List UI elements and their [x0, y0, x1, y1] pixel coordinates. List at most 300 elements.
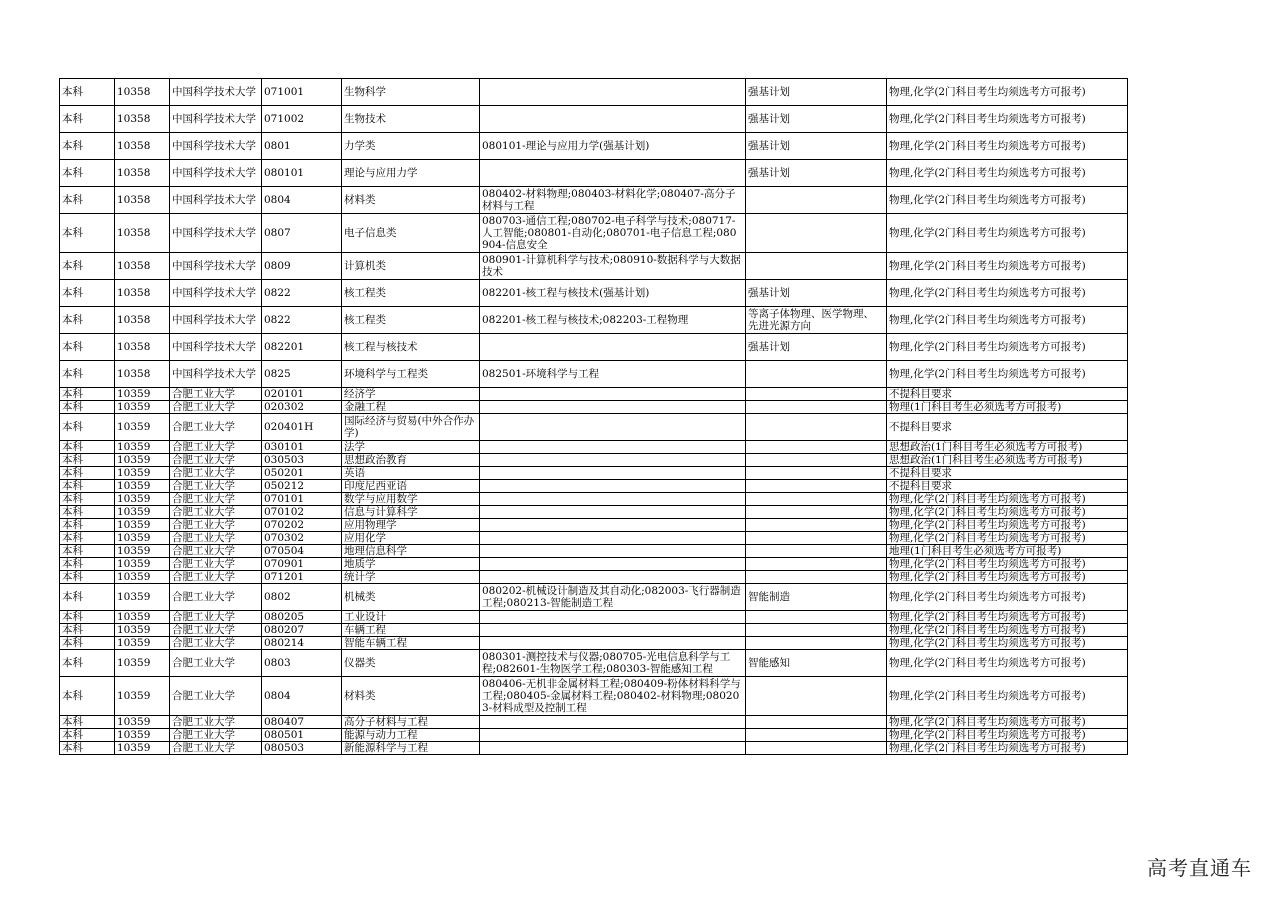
note-cell: [746, 519, 887, 532]
level-cell: 本科: [60, 253, 115, 280]
school-name-cell: 中国科学技术大学: [170, 253, 262, 280]
school-name-cell: 中国科学技术大学: [170, 106, 262, 133]
school-name-cell: 合肥工业大学: [170, 637, 262, 650]
level-cell: 本科: [60, 214, 115, 253]
table-row: [60, 253, 1128, 280]
school-code-cell: 10359: [115, 716, 170, 729]
table-row: [60, 401, 1128, 414]
subject-requirement-cell: 物理,化学(2门科目考生均须选考方可报考): [887, 187, 1128, 214]
school-name-cell: 合肥工业大学: [170, 611, 262, 624]
major-name-cell: 生物科学: [342, 79, 480, 106]
major-code-cell: 080407: [262, 716, 342, 729]
included-majors-cell: [480, 480, 746, 493]
major-name-cell: 核工程类: [342, 307, 480, 334]
major-code-cell: 070504: [262, 545, 342, 558]
school-name-cell: 合肥工业大学: [170, 414, 262, 441]
table-row: [60, 280, 1128, 307]
table-row: [60, 414, 1128, 441]
included-majors-cell: [480, 637, 746, 650]
level-cell: 本科: [60, 677, 115, 716]
level-cell: 本科: [60, 454, 115, 467]
subject-requirement-cell: 物理,化学(2门科目考生均须选考方可报考): [887, 493, 1128, 506]
level-cell: 本科: [60, 441, 115, 454]
level-cell: 本科: [60, 506, 115, 519]
subject-requirement-cell: 物理,化学(2门科目考生均须选考方可报考): [887, 280, 1128, 307]
note-cell: 智能制造: [746, 584, 887, 611]
note-cell: [746, 493, 887, 506]
major-name-cell: 智能车辆工程: [342, 637, 480, 650]
major-code-cell: 080214: [262, 637, 342, 650]
school-code-cell: 10359: [115, 742, 170, 755]
level-cell: 本科: [60, 558, 115, 571]
school-name-cell: 合肥工业大学: [170, 558, 262, 571]
school-code-cell: 10359: [115, 506, 170, 519]
included-majors-cell: [480, 571, 746, 584]
table-row: [60, 677, 1128, 716]
school-name-cell: 合肥工业大学: [170, 584, 262, 611]
subject-requirement-cell: 物理,化学(2门科目考生均须选考方可报考): [887, 571, 1128, 584]
subject-requirement-cell: 物理,化学(2门科目考生均须选考方可报考): [887, 558, 1128, 571]
subject-requirement-cell: 思想政治(1门科目考生必须选考方可报考): [887, 454, 1128, 467]
major-code-cell: 020401H: [262, 414, 342, 441]
school-code-cell: 10358: [115, 160, 170, 187]
major-code-cell: 071201: [262, 571, 342, 584]
school-code-cell: 10358: [115, 106, 170, 133]
school-code-cell: 10359: [115, 454, 170, 467]
watermark-logo-text: 高考直通车: [1147, 856, 1252, 880]
major-name-cell: 统计学: [342, 571, 480, 584]
included-majors-cell: [480, 454, 746, 467]
major-name-cell: 电子信息类: [342, 214, 480, 253]
major-code-cell: 020302: [262, 401, 342, 414]
note-cell: [746, 742, 887, 755]
major-name-cell: 数学与应用数学: [342, 493, 480, 506]
major-code-cell: 050212: [262, 480, 342, 493]
included-majors-cell: [480, 160, 746, 187]
major-code-cell: 071001: [262, 79, 342, 106]
level-cell: 本科: [60, 637, 115, 650]
school-code-cell: 10358: [115, 133, 170, 160]
school-code-cell: 10359: [115, 558, 170, 571]
subject-requirement-cell: 不提科目要求: [887, 388, 1128, 401]
included-majors-cell: [480, 716, 746, 729]
table-row: [60, 637, 1128, 650]
subject-requirement-cell: 物理,化学(2门科目考生均须选考方可报考): [887, 677, 1128, 716]
major-code-cell: 082201: [262, 334, 342, 361]
school-code-cell: 10359: [115, 584, 170, 611]
subject-requirement-cell: 不提科目要求: [887, 467, 1128, 480]
included-majors-cell: 082201-核工程与核技术(强基计划): [480, 280, 746, 307]
included-majors-cell: 080901-计算机科学与技术;080910-数据科学与大数据技术: [480, 253, 746, 280]
major-name-cell: 信息与计算科学: [342, 506, 480, 519]
major-code-cell: 0801: [262, 133, 342, 160]
major-name-cell: 理论与应用力学: [342, 160, 480, 187]
subject-requirement-cell: 物理,化学(2门科目考生均须选考方可报考): [887, 584, 1128, 611]
table-row: [60, 79, 1128, 106]
major-code-cell: 0802: [262, 584, 342, 611]
level-cell: 本科: [60, 532, 115, 545]
school-name-cell: 合肥工业大学: [170, 401, 262, 414]
level-cell: 本科: [60, 388, 115, 401]
table-row: [60, 519, 1128, 532]
subject-requirement-cell: 物理,化学(2门科目考生均须选考方可报考): [887, 253, 1128, 280]
school-code-cell: 10358: [115, 307, 170, 334]
included-majors-cell: 082501-环境科学与工程: [480, 361, 746, 388]
included-majors-cell: 080406-无机非金属材料工程;080409-粉体材料科学与工程;080405-金属材料工程;080402-材料物理;080203-材料成型及控制工程: [480, 677, 746, 716]
major-name-cell: 思想政治教育: [342, 454, 480, 467]
level-cell: 本科: [60, 716, 115, 729]
major-code-cell: 0804: [262, 677, 342, 716]
subject-requirement-cell: 物理,化学(2门科目考生均须选考方可报考): [887, 214, 1128, 253]
major-code-cell: 080101: [262, 160, 342, 187]
school-name-cell: 合肥工业大学: [170, 388, 262, 401]
subject-requirement-cell: 物理,化学(2门科目考生均须选考方可报考): [887, 506, 1128, 519]
included-majors-cell: [480, 729, 746, 742]
school-name-cell: 中国科学技术大学: [170, 160, 262, 187]
major-name-cell: 核工程与核技术: [342, 334, 480, 361]
table-row: [60, 493, 1128, 506]
level-cell: 本科: [60, 519, 115, 532]
included-majors-cell: [480, 742, 746, 755]
school-name-cell: 中国科学技术大学: [170, 214, 262, 253]
note-cell: [746, 624, 887, 637]
major-name-cell: 材料类: [342, 187, 480, 214]
school-code-cell: 10359: [115, 532, 170, 545]
level-cell: 本科: [60, 187, 115, 214]
note-cell: [746, 253, 887, 280]
level-cell: 本科: [60, 160, 115, 187]
table-row: [60, 467, 1128, 480]
school-name-cell: 合肥工业大学: [170, 506, 262, 519]
level-cell: 本科: [60, 571, 115, 584]
major-code-cell: 080501: [262, 729, 342, 742]
admission-requirements-table: [59, 78, 1128, 755]
table-row: [60, 742, 1128, 755]
level-cell: 本科: [60, 742, 115, 755]
subject-requirement-cell: 不提科目要求: [887, 414, 1128, 441]
subject-requirement-cell: 物理,化学(2门科目考生均须选考方可报考): [887, 519, 1128, 532]
school-name-cell: 合肥工业大学: [170, 545, 262, 558]
note-cell: [746, 545, 887, 558]
included-majors-cell: 082201-核工程与核技术;082203-工程物理: [480, 307, 746, 334]
level-cell: 本科: [60, 414, 115, 441]
subject-requirement-cell: 物理,化学(2门科目考生均须选考方可报考): [887, 334, 1128, 361]
note-cell: [746, 716, 887, 729]
level-cell: 本科: [60, 545, 115, 558]
included-majors-cell: 080301-测控技术与仪器;080705-光电信息科学与工程;082601-生物医学工程;080303-智能感知工程: [480, 650, 746, 677]
school-name-cell: 合肥工业大学: [170, 571, 262, 584]
school-name-cell: 合肥工业大学: [170, 467, 262, 480]
note-cell: [746, 414, 887, 441]
school-code-cell: 10358: [115, 334, 170, 361]
school-code-cell: 10358: [115, 361, 170, 388]
major-name-cell: 印度尼西亚语: [342, 480, 480, 493]
included-majors-cell: [480, 414, 746, 441]
note-cell: 强基计划: [746, 334, 887, 361]
subject-requirement-cell: 物理,化学(2门科目考生均须选考方可报考): [887, 611, 1128, 624]
major-name-cell: 经济学: [342, 388, 480, 401]
subject-requirement-cell: 物理,化学(2门科目考生均须选考方可报考): [887, 716, 1128, 729]
table-body: [60, 79, 1128, 755]
school-code-cell: 10359: [115, 650, 170, 677]
major-name-cell: 工业设计: [342, 611, 480, 624]
school-name-cell: 合肥工业大学: [170, 480, 262, 493]
major-name-cell: 法学: [342, 441, 480, 454]
level-cell: 本科: [60, 79, 115, 106]
school-code-cell: 10359: [115, 611, 170, 624]
school-code-cell: 10359: [115, 401, 170, 414]
level-cell: 本科: [60, 729, 115, 742]
subject-requirement-cell: 物理,化学(2门科目考生均须选考方可报考): [887, 742, 1128, 755]
school-name-cell: 合肥工业大学: [170, 624, 262, 637]
school-code-cell: 10359: [115, 388, 170, 401]
major-code-cell: 0825: [262, 361, 342, 388]
school-code-cell: 10358: [115, 79, 170, 106]
table-row: [60, 307, 1128, 334]
note-cell: [746, 532, 887, 545]
level-cell: 本科: [60, 467, 115, 480]
table-row: [60, 214, 1128, 253]
table-row: [60, 480, 1128, 493]
table-row: [60, 454, 1128, 467]
included-majors-cell: [480, 611, 746, 624]
note-cell: [746, 611, 887, 624]
major-name-cell: 地理信息科学: [342, 545, 480, 558]
school-name-cell: 中国科学技术大学: [170, 361, 262, 388]
major-code-cell: 030101: [262, 441, 342, 454]
table-row: [60, 584, 1128, 611]
school-name-cell: 合肥工业大学: [170, 519, 262, 532]
level-cell: 本科: [60, 133, 115, 160]
major-code-cell: 0822: [262, 307, 342, 334]
level-cell: 本科: [60, 611, 115, 624]
note-cell: [746, 506, 887, 519]
school-name-cell: 中国科学技术大学: [170, 334, 262, 361]
major-name-cell: 生物技术: [342, 106, 480, 133]
level-cell: 本科: [60, 493, 115, 506]
note-cell: 强基计划: [746, 160, 887, 187]
school-code-cell: 10359: [115, 493, 170, 506]
major-code-cell: 071002: [262, 106, 342, 133]
note-cell: [746, 558, 887, 571]
school-code-cell: 10358: [115, 280, 170, 307]
note-cell: 强基计划: [746, 106, 887, 133]
school-code-cell: 10359: [115, 441, 170, 454]
school-name-cell: 合肥工业大学: [170, 650, 262, 677]
note-cell: [746, 187, 887, 214]
note-cell: [746, 361, 887, 388]
table-row: [60, 624, 1128, 637]
school-code-cell: 10358: [115, 187, 170, 214]
included-majors-cell: [480, 79, 746, 106]
included-majors-cell: [480, 506, 746, 519]
major-code-cell: 080503: [262, 742, 342, 755]
school-name-cell: 合肥工业大学: [170, 729, 262, 742]
school-code-cell: 10359: [115, 677, 170, 716]
table-row: [60, 545, 1128, 558]
table-row: [60, 571, 1128, 584]
school-name-cell: 合肥工业大学: [170, 716, 262, 729]
subject-requirement-cell: 物理,化学(2门科目考生均须选考方可报考): [887, 532, 1128, 545]
included-majors-cell: [480, 388, 746, 401]
school-name-cell: 中国科学技术大学: [170, 79, 262, 106]
major-code-cell: 080207: [262, 624, 342, 637]
subject-requirement-cell: 物理,化学(2门科目考生均须选考方可报考): [887, 106, 1128, 133]
major-code-cell: 070202: [262, 519, 342, 532]
note-cell: [746, 454, 887, 467]
school-code-cell: 10359: [115, 624, 170, 637]
level-cell: 本科: [60, 624, 115, 637]
note-cell: [746, 637, 887, 650]
school-name-cell: 合肥工业大学: [170, 742, 262, 755]
included-majors-cell: [480, 558, 746, 571]
table-row: [60, 716, 1128, 729]
major-code-cell: 0822: [262, 280, 342, 307]
subject-requirement-cell: 物理,化学(2门科目考生均须选考方可报考): [887, 79, 1128, 106]
school-name-cell: 中国科学技术大学: [170, 307, 262, 334]
table-row: [60, 558, 1128, 571]
school-code-cell: 10359: [115, 637, 170, 650]
school-name-cell: 合肥工业大学: [170, 532, 262, 545]
included-majors-cell: [480, 624, 746, 637]
school-name-cell: 中国科学技术大学: [170, 133, 262, 160]
school-code-cell: 10359: [115, 545, 170, 558]
included-majors-cell: [480, 467, 746, 480]
major-name-cell: 车辆工程: [342, 624, 480, 637]
table-row: [60, 334, 1128, 361]
major-code-cell: 0803: [262, 650, 342, 677]
subject-requirement-cell: 物理,化学(2门科目考生均须选考方可报考): [887, 133, 1128, 160]
included-majors-cell: [480, 334, 746, 361]
major-name-cell: 力学类: [342, 133, 480, 160]
included-majors-cell: 080101-理论与应用力学(强基计划): [480, 133, 746, 160]
subject-requirement-cell: 物理,化学(2门科目考生均须选考方可报考): [887, 307, 1128, 334]
level-cell: 本科: [60, 307, 115, 334]
major-name-cell: 应用化学: [342, 532, 480, 545]
note-cell: [746, 441, 887, 454]
subject-requirement-cell: 物理,化学(2门科目考生均须选考方可报考): [887, 650, 1128, 677]
included-majors-cell: 080402-材料物理;080403-材料化学;080407-高分子材料与工程: [480, 187, 746, 214]
school-code-cell: 10358: [115, 214, 170, 253]
table-row: [60, 650, 1128, 677]
subject-requirement-cell: 地理(1门科目考生必须选考方可报考): [887, 545, 1128, 558]
school-name-cell: 合肥工业大学: [170, 493, 262, 506]
school-code-cell: 10358: [115, 253, 170, 280]
note-cell: [746, 677, 887, 716]
major-name-cell: 英语: [342, 467, 480, 480]
school-name-cell: 合肥工业大学: [170, 441, 262, 454]
major-code-cell: 0804: [262, 187, 342, 214]
table-row: [60, 388, 1128, 401]
school-code-cell: 10359: [115, 519, 170, 532]
school-code-cell: 10359: [115, 729, 170, 742]
included-majors-cell: [480, 106, 746, 133]
table-row: [60, 506, 1128, 519]
table-row: [60, 187, 1128, 214]
included-majors-cell: 080703-通信工程;080702-电子科学与技术;080717-人工智能;080801-自动化;080701-电子信息工程;080904-信息安全: [480, 214, 746, 253]
note-cell: 智能感知: [746, 650, 887, 677]
level-cell: 本科: [60, 280, 115, 307]
table-row: [60, 532, 1128, 545]
major-code-cell: 0807: [262, 214, 342, 253]
subject-requirement-cell: 物理,化学(2门科目考生均须选考方可报考): [887, 637, 1128, 650]
note-cell: [746, 401, 887, 414]
note-cell: [746, 571, 887, 584]
subject-requirement-cell: 物理,化学(2门科目考生均须选考方可报考): [887, 624, 1128, 637]
table-row: [60, 133, 1128, 160]
level-cell: 本科: [60, 361, 115, 388]
major-name-cell: 计算机类: [342, 253, 480, 280]
major-name-cell: 应用物理学: [342, 519, 480, 532]
subject-requirement-cell: 物理,化学(2门科目考生均须选考方可报考): [887, 160, 1128, 187]
included-majors-cell: [480, 493, 746, 506]
note-cell: [746, 214, 887, 253]
level-cell: 本科: [60, 584, 115, 611]
level-cell: 本科: [60, 334, 115, 361]
note-cell: 强基计划: [746, 280, 887, 307]
table-row: [60, 729, 1128, 742]
major-code-cell: 070901: [262, 558, 342, 571]
included-majors-cell: [480, 545, 746, 558]
major-code-cell: 070302: [262, 532, 342, 545]
school-name-cell: 中国科学技术大学: [170, 187, 262, 214]
included-majors-cell: [480, 441, 746, 454]
major-name-cell: 材料类: [342, 677, 480, 716]
table-row: [60, 160, 1128, 187]
note-cell: 强基计划: [746, 133, 887, 160]
table-row: [60, 441, 1128, 454]
subject-requirement-cell: 物理,化学(2门科目考生均须选考方可报考): [887, 361, 1128, 388]
school-code-cell: 10359: [115, 571, 170, 584]
major-name-cell: 金融工程: [342, 401, 480, 414]
major-code-cell: 020101: [262, 388, 342, 401]
school-name-cell: 合肥工业大学: [170, 454, 262, 467]
note-cell: [746, 729, 887, 742]
subject-requirement-cell: 思想政治(1门科目考生必须选考方可报考): [887, 441, 1128, 454]
major-name-cell: 机械类: [342, 584, 480, 611]
school-code-cell: 10359: [115, 467, 170, 480]
subject-requirement-cell: 物理,化学(2门科目考生均须选考方可报考): [887, 729, 1128, 742]
level-cell: 本科: [60, 106, 115, 133]
level-cell: 本科: [60, 650, 115, 677]
table-row: [60, 611, 1128, 624]
subject-requirement-cell: 不提科目要求: [887, 480, 1128, 493]
subject-requirement-cell: 物理(1门科目考生必须选考方可报考): [887, 401, 1128, 414]
major-code-cell: 050201: [262, 467, 342, 480]
major-code-cell: 0809: [262, 253, 342, 280]
included-majors-cell: 080202-机械设计制造及其自动化;082003-飞行器制造工程;080213-智能制造工程: [480, 584, 746, 611]
major-name-cell: 核工程类: [342, 280, 480, 307]
level-cell: 本科: [60, 401, 115, 414]
note-cell: [746, 467, 887, 480]
major-code-cell: 080205: [262, 611, 342, 624]
school-name-cell: 合肥工业大学: [170, 677, 262, 716]
major-name-cell: 地质学: [342, 558, 480, 571]
school-code-cell: 10359: [115, 414, 170, 441]
included-majors-cell: [480, 532, 746, 545]
included-majors-cell: [480, 519, 746, 532]
school-code-cell: 10359: [115, 480, 170, 493]
major-name-cell: 新能源科学与工程: [342, 742, 480, 755]
note-cell: [746, 388, 887, 401]
major-name-cell: 国际经济与贸易(中外合作办学): [342, 414, 480, 441]
level-cell: 本科: [60, 480, 115, 493]
major-code-cell: 030503: [262, 454, 342, 467]
note-cell: 等离子体物理、医学物理、先进光源方向: [746, 307, 887, 334]
major-code-cell: 070101: [262, 493, 342, 506]
major-name-cell: 高分子材料与工程: [342, 716, 480, 729]
table-row: [60, 361, 1128, 388]
